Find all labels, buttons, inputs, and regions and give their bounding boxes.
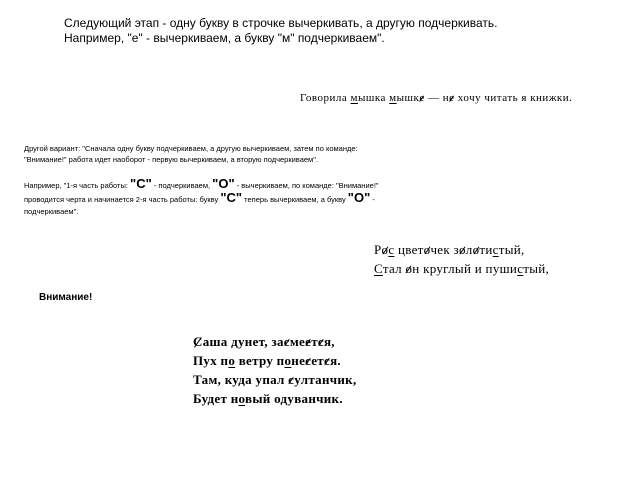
- text-segment: тал: [382, 261, 406, 276]
- instruction-line-1: Следующий этап - одну букву в строчке вычеркивать, а другую подчеркивать.: [64, 16, 498, 30]
- crossed-out-letter: с: [317, 334, 324, 349]
- crossed-out-letter: о: [381, 242, 389, 257]
- crossed-out-letter: с: [324, 353, 331, 368]
- text-segment: ет: [311, 353, 324, 368]
- crossed-out-letter: о: [458, 242, 466, 257]
- instruction-text: [64, 16, 497, 46]
- crossed-out-letter: е: [305, 334, 312, 349]
- text-segment: чек з: [430, 242, 459, 257]
- text-segment: ти: [479, 242, 493, 257]
- underlined-letter: с: [492, 242, 499, 257]
- poem-line: [374, 240, 549, 259]
- instruction-line-2: Например, "е" - вычеркиваем, а букву "м" подчеркиваем".: [64, 31, 385, 45]
- text-segment: тый,: [498, 242, 525, 257]
- example-two-line-3: подчеркиваем".: [24, 207, 79, 216]
- text-segment: Говорила: [300, 92, 351, 104]
- poem-line: [193, 370, 357, 389]
- alternative-line-2: "Внимание!" работа идет наоборот - первую вычеркиваем, а вторую подчеркиваем".: [24, 155, 318, 164]
- underlined-letter: о: [238, 391, 246, 406]
- poem-part-two: [193, 332, 357, 408]
- attention-label: Внимание!: [39, 292, 93, 303]
- text-segment: Пух п: [193, 353, 229, 368]
- text-segment: т: [311, 334, 318, 349]
- underlined-letter: м: [350, 92, 358, 104]
- text-segment: ышка: [358, 92, 390, 104]
- underlined-letter: с: [517, 261, 524, 276]
- text-segment: ветру п: [235, 353, 285, 368]
- letter-c-label: "С": [220, 190, 243, 205]
- example-two-line-2: проводится черта и начинается 2-я часть работы: букву "С" теперь вычеркиваем, а букву "О" -: [24, 190, 375, 205]
- text-segment: Будет н: [193, 391, 239, 406]
- crossed-out-letter: о: [472, 242, 480, 257]
- alternative-line-1: Другой вариант: "Сначала одну букву подчеркиваем, а другую вычеркиваем, затем по команде:: [24, 144, 358, 153]
- text-segment: цвет: [394, 242, 424, 257]
- crossed-out-letter: С: [193, 334, 203, 349]
- text-segment: аша дунет, за: [202, 334, 284, 349]
- text-segment: тый,: [523, 261, 550, 276]
- text-segment: л: [465, 242, 473, 257]
- underlined-letter: С: [374, 261, 383, 276]
- crossed-out-letter: с: [288, 372, 295, 387]
- crossed-out-letter: о: [423, 242, 431, 257]
- underlined-letter: м: [389, 92, 397, 104]
- text-segment: не: [291, 353, 306, 368]
- text-segment: — н: [424, 92, 450, 104]
- text-segment: ышк: [396, 92, 420, 104]
- letter-c-label: "С": [130, 176, 152, 191]
- text-segment: Там, куда упал: [193, 372, 289, 387]
- crossed-out-letter: о: [405, 261, 413, 276]
- text-segment: я,: [323, 334, 335, 349]
- text-segment: я.: [330, 353, 341, 368]
- example-two-line-1: Например, "1-я часть работы: "С" - подчеркиваем, "О" - вычеркиваем, по команде: "Внимание!": [24, 176, 379, 191]
- letter-o-label: "О": [347, 190, 371, 205]
- example-sentence: [300, 92, 572, 104]
- text-segment: н круглый и пуши: [412, 261, 518, 276]
- text-segment: хочу читать я книжки.: [454, 92, 573, 104]
- poem-line: [374, 259, 549, 278]
- underlined-letter: с: [388, 242, 395, 257]
- text-segment: вый одуванчик.: [245, 391, 343, 406]
- crossed-out-letter: е: [449, 92, 455, 104]
- poem-line: [193, 351, 357, 370]
- crossed-out-letter: с: [305, 353, 312, 368]
- underlined-letter: о: [284, 353, 292, 368]
- text-segment: ме: [289, 334, 306, 349]
- text-segment: Р: [374, 242, 382, 257]
- example-two-text: [24, 178, 464, 218]
- crossed-out-letter: с: [283, 334, 290, 349]
- text-segment: ултанчик,: [294, 372, 357, 387]
- poem-line: [193, 389, 357, 408]
- letter-o-label: "О": [212, 176, 235, 191]
- poem-part-one: [374, 240, 549, 278]
- underlined-letter: о: [228, 353, 236, 368]
- poem-line: [193, 332, 357, 351]
- crossed-out-letter: е: [419, 92, 425, 104]
- alternative-variant-text: [24, 143, 444, 165]
